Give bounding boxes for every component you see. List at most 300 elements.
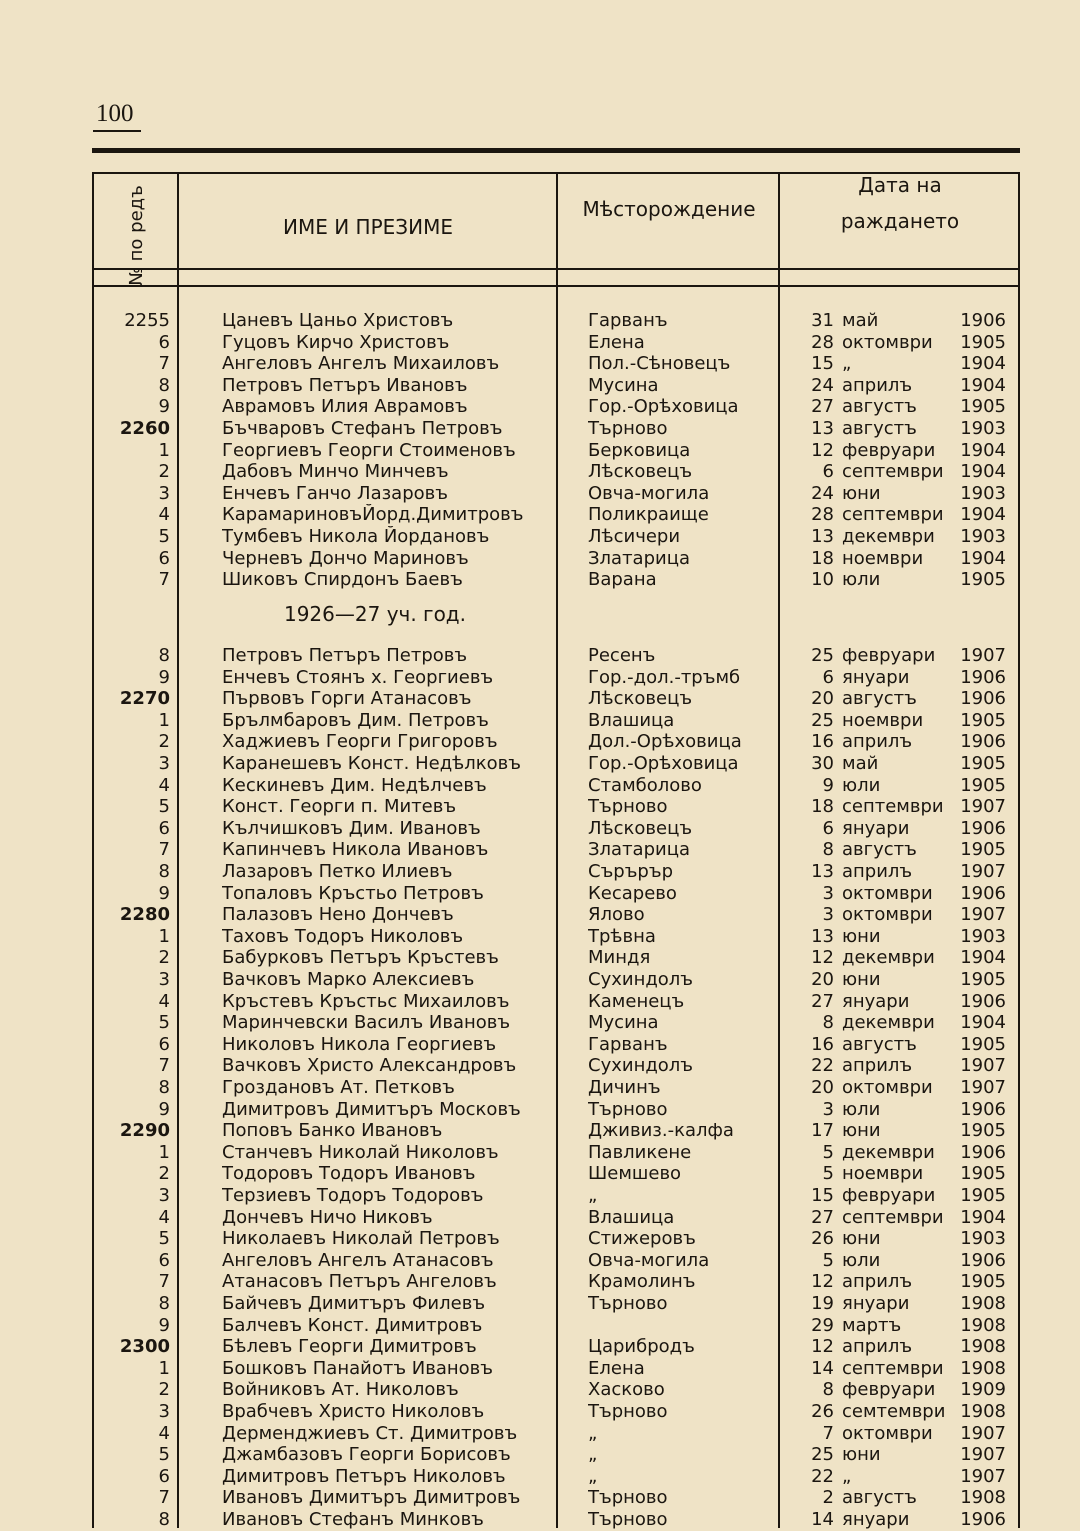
- table-row: [0, 1358, 1080, 1380]
- row-birth-day: 17: [811, 1120, 834, 1142]
- row-birth-month: юли: [842, 1098, 881, 1120]
- table-row: [0, 731, 1080, 753]
- row-birth-day: 9: [822, 774, 834, 796]
- row-birth-year: 1909: [960, 1379, 1006, 1401]
- row-birth-month: февруари: [842, 1185, 936, 1206]
- row-birthplace: Търново: [588, 1487, 668, 1509]
- table-row: [0, 969, 1080, 991]
- row-birthplace: „: [588, 1422, 598, 1444]
- row-number: 3: [158, 1185, 170, 1206]
- row-birth-year: 1905: [960, 1120, 1006, 1142]
- row-birth-day: 27: [811, 1206, 834, 1228]
- row-name: Вачковъ Марко Алексиевъ: [222, 969, 475, 990]
- row-number: 7: [158, 839, 170, 861]
- row-number: 6: [158, 1465, 170, 1487]
- row-birthplace: Елена: [588, 1357, 645, 1379]
- row-birth-month: априлъ: [842, 731, 913, 753]
- row-number: 2290: [119, 1120, 170, 1142]
- table-row: [0, 818, 1080, 840]
- table-row: [0, 526, 1080, 548]
- row-birth-year: 1904: [960, 353, 1006, 375]
- table-row: [0, 1423, 1080, 1445]
- row-birth-year: 1906: [960, 1098, 1006, 1120]
- row-name: Николовъ Никола Георгиевъ: [222, 1033, 497, 1055]
- row-birth-day: 26: [811, 1228, 834, 1250]
- row-birthplace: Лѣсковецъ: [588, 688, 693, 710]
- row-birth-year: 1906: [960, 817, 1006, 839]
- row-name: Петровъ Петъръ Ивановъ: [222, 374, 468, 396]
- page-number: 100: [96, 100, 134, 127]
- row-number: 6: [158, 1249, 170, 1271]
- table-row: [0, 1336, 1080, 1358]
- table-row: [0, 1099, 1080, 1121]
- table-row: [0, 461, 1080, 483]
- row-name: Димитровъ Димитъръ Московъ: [222, 1098, 521, 1120]
- table-row: [0, 1055, 1080, 1077]
- row-birth-day: 14: [811, 1357, 834, 1379]
- row-birth-day: 19: [811, 1293, 834, 1314]
- table-row: [0, 1185, 1080, 1207]
- table-row: [0, 1315, 1080, 1337]
- row-birth-month: ноември: [842, 547, 924, 569]
- table-row: [0, 332, 1080, 354]
- row-birthplace: „: [588, 1444, 598, 1466]
- table-row: [0, 1207, 1080, 1229]
- row-birth-year: 1903: [960, 1228, 1006, 1250]
- row-name: Маринчевски Василъ Ивановъ: [222, 1012, 511, 1034]
- row-name: Димитровъ Петъръ Николовъ: [222, 1465, 506, 1487]
- table-row: [0, 645, 1080, 667]
- row-number: 9: [158, 396, 170, 418]
- table-row: [0, 1487, 1080, 1509]
- table-row: [0, 991, 1080, 1013]
- row-number: 8: [158, 374, 170, 396]
- row-birth-year: 1905: [960, 1163, 1006, 1185]
- table-row: [0, 569, 1080, 591]
- table-row: [0, 1163, 1080, 1185]
- row-birth-month: юни: [842, 482, 881, 504]
- row-name: Дончевъ Ничо Никовъ: [222, 1206, 433, 1228]
- row-birth-day: 25: [811, 645, 834, 666]
- row-name: Георгиевъ Георги Стоименовъ: [222, 439, 516, 461]
- table-row: [0, 667, 1080, 689]
- row-birth-month: априлъ: [842, 1271, 913, 1293]
- table-row: [0, 375, 1080, 397]
- row-birth-day: 6: [822, 817, 834, 839]
- row-name: Ивановъ Димитъръ Димитровъ: [222, 1487, 521, 1509]
- row-birthplace: Мусина: [588, 1012, 659, 1034]
- table-row: [0, 753, 1080, 775]
- row-name: Хаджиевъ Георги Григоровъ: [222, 731, 498, 753]
- row-birth-month: ноември: [842, 709, 924, 731]
- row-birth-day: 13: [811, 925, 834, 947]
- row-birth-day: 12: [811, 439, 834, 461]
- row-number: 2300: [119, 1336, 170, 1358]
- row-birthplace: Търново: [588, 418, 668, 439]
- row-birth-year: 1905: [960, 774, 1006, 796]
- row-number: 9: [158, 666, 170, 688]
- row-birthplace: Търново: [588, 1098, 668, 1120]
- row-name: Бошковъ Панайотъ Ивановъ: [222, 1357, 493, 1379]
- row-birth-year: 1904: [960, 547, 1006, 569]
- row-birth-year: 1904: [960, 461, 1006, 483]
- table-row: [0, 1228, 1080, 1250]
- row-birth-day: 6: [822, 666, 834, 688]
- row-birth-month: априлъ: [842, 1336, 913, 1358]
- table-row: [0, 548, 1080, 570]
- row-birthplace: Гор.-Орѣховица: [588, 753, 739, 774]
- header-birthplace: Мѣсторождение: [582, 197, 756, 221]
- row-birth-month: „: [842, 353, 852, 375]
- row-birth-month: септември: [842, 504, 944, 526]
- row-number: 2: [158, 947, 170, 969]
- row-birth-year: 1906: [960, 1509, 1006, 1530]
- table-row: [0, 396, 1080, 418]
- table-row: [0, 353, 1080, 375]
- row-birth-month: септември: [842, 1206, 944, 1228]
- row-birth-year: 1905: [960, 1033, 1006, 1055]
- row-birth-month: ноември: [842, 1163, 924, 1185]
- row-birth-day: 8: [822, 1012, 834, 1034]
- row-number: 5: [158, 1228, 170, 1250]
- table-row: [0, 883, 1080, 905]
- row-birth-year: 1904: [960, 439, 1006, 461]
- row-birthplace: Сухиндолъ: [588, 1055, 694, 1077]
- row-name: Грозданoвъ Ат. Петковъ: [222, 1077, 455, 1098]
- table-row: [0, 839, 1080, 861]
- row-birth-day: 26: [811, 1401, 834, 1422]
- row-birth-day: 10: [811, 569, 834, 591]
- row-name: Ангеловъ Ангелъ Михаиловъ: [222, 353, 500, 375]
- row-birth-year: 1907: [960, 1077, 1006, 1098]
- row-name: Топаловъ Кръстьо Петровъ: [222, 882, 484, 904]
- row-birth-month: августъ: [842, 1033, 917, 1055]
- row-birth-year: 1907: [960, 904, 1006, 926]
- row-birthplace: Дичинъ: [588, 1077, 661, 1098]
- row-number: 3: [158, 753, 170, 774]
- row-birthplace: Ялово: [588, 904, 645, 926]
- row-birth-year: 1906: [960, 310, 1006, 331]
- row-birth-year: 1904: [960, 1012, 1006, 1034]
- row-number: 3: [158, 1401, 170, 1422]
- row-birth-year: 1908: [960, 1336, 1006, 1358]
- row-birth-month: октомври: [842, 1077, 933, 1098]
- row-name: Енчевъ Ганчо Лазаровъ: [222, 482, 448, 504]
- row-birth-month: априлъ: [842, 861, 913, 882]
- row-birthplace: Гарванъ: [588, 310, 668, 331]
- row-birth-year: 1907: [960, 645, 1006, 666]
- row-number: 6: [158, 817, 170, 839]
- table-row: [0, 1401, 1080, 1423]
- row-number: 4: [158, 504, 170, 526]
- table-row: [0, 440, 1080, 462]
- row-number: 9: [158, 882, 170, 904]
- row-birthplace: Лѣсковецъ: [588, 817, 693, 839]
- row-birth-year: 1907: [960, 1422, 1006, 1444]
- row-birth-month: май: [842, 310, 879, 331]
- row-birth-day: 3: [822, 904, 834, 926]
- row-name: Първовъ Горги Атанасовъ: [222, 688, 472, 710]
- row-birth-month: януари: [842, 1509, 910, 1530]
- row-number: 8: [158, 861, 170, 882]
- row-birthplace: Царибродъ: [588, 1336, 695, 1358]
- row-number: 1: [158, 925, 170, 947]
- row-birth-month: май: [842, 753, 879, 774]
- row-birthplace: Златарица: [588, 547, 690, 569]
- row-birth-day: 31: [811, 310, 834, 331]
- table-row: [0, 483, 1080, 505]
- row-birth-day: 18: [811, 547, 834, 569]
- table-row: [0, 947, 1080, 969]
- row-birth-day: 28: [811, 504, 834, 526]
- row-birth-month: априлъ: [842, 1055, 913, 1077]
- row-name: Петровъ Петъръ Петровъ: [222, 645, 468, 666]
- row-birth-month: октомври: [842, 904, 933, 926]
- row-number: 6: [158, 1033, 170, 1055]
- row-number: 7: [158, 1055, 170, 1077]
- row-number: 2270: [119, 688, 170, 710]
- row-birth-year: 1908: [960, 1487, 1006, 1509]
- row-birthplace: Гор.-дол.-тръмб: [588, 666, 741, 688]
- row-birth-year: 1906: [960, 882, 1006, 904]
- table-row: [0, 1271, 1080, 1293]
- row-name: Брълмбаровъ Дим. Петровъ: [222, 709, 489, 731]
- row-birthplace: Стижеровъ: [588, 1228, 696, 1250]
- row-birth-year: 1905: [960, 1185, 1006, 1206]
- row-birth-day: 3: [822, 882, 834, 904]
- row-number: 2255: [124, 310, 170, 331]
- row-birth-day: 16: [811, 731, 834, 753]
- row-number: 7: [158, 1487, 170, 1509]
- row-birth-year: 1905: [960, 1271, 1006, 1293]
- row-birth-day: 2: [822, 1487, 834, 1509]
- row-birth-year: 1904: [960, 1206, 1006, 1228]
- row-birth-day: 3: [822, 1098, 834, 1120]
- row-birth-month: декември: [842, 526, 935, 547]
- table-row: [0, 861, 1080, 883]
- row-number: 9: [158, 1314, 170, 1336]
- row-birth-day: 30: [811, 753, 834, 774]
- row-number: 7: [158, 1271, 170, 1293]
- row-birth-month: августъ: [842, 418, 917, 439]
- row-birthplace: Овча-могила: [588, 1249, 710, 1271]
- row-number: 2: [158, 731, 170, 753]
- table-row: [0, 1034, 1080, 1056]
- row-birth-year: 1906: [960, 666, 1006, 688]
- header-birthdate-line1: Дата на: [858, 173, 942, 197]
- row-birth-month: „: [842, 1465, 852, 1487]
- row-name: Капинчевъ Никола Ивановъ: [222, 839, 489, 861]
- row-name: Дерменджиевъ Ст. Димитровъ: [222, 1422, 518, 1444]
- row-birth-year: 1905: [960, 839, 1006, 861]
- row-birth-day: 24: [811, 482, 834, 504]
- row-birthplace: Кесарево: [588, 882, 677, 904]
- row-number: 3: [158, 482, 170, 504]
- row-birthplace: Хасково: [588, 1379, 665, 1401]
- row-birth-day: 13: [811, 418, 834, 439]
- row-number: 8: [158, 1077, 170, 1098]
- row-birth-year: 1905: [960, 396, 1006, 418]
- row-birth-month: декември: [842, 947, 935, 969]
- row-name: Тодоровъ Тодоръ Ивановъ: [222, 1163, 476, 1185]
- row-name: Тумбевъ Никола Йордановъ: [222, 526, 490, 547]
- row-number: 1: [158, 1141, 170, 1163]
- table-row: [0, 504, 1080, 526]
- row-birth-month: януари: [842, 1293, 910, 1314]
- row-number: 2260: [119, 418, 170, 439]
- row-number: 1: [158, 439, 170, 461]
- row-birth-month: октомври: [842, 882, 933, 904]
- row-birth-year: 1904: [960, 947, 1006, 969]
- row-birth-day: 5: [822, 1163, 834, 1185]
- table-row: [0, 688, 1080, 710]
- row-birthplace: Трѣвна: [588, 925, 656, 947]
- row-birthplace: Сухиндолъ: [588, 969, 694, 990]
- row-birth-year: 1906: [960, 688, 1006, 710]
- row-name: Лазаровъ Петко Илиевъ: [222, 861, 453, 882]
- row-birth-year: 1904: [960, 374, 1006, 396]
- row-name: Бъчваровъ Стефанъ Петровъ: [222, 418, 503, 439]
- table-row: [0, 1444, 1080, 1466]
- row-name: Войниковъ Ат. Николовъ: [222, 1379, 459, 1401]
- row-birth-day: 14: [811, 1509, 834, 1530]
- row-number: 8: [158, 1293, 170, 1314]
- row-birth-day: 8: [822, 839, 834, 861]
- row-birthplace: Павликене: [588, 1141, 692, 1163]
- header-no: № по редъ: [125, 184, 147, 286]
- row-birthplace: Поликраище: [588, 504, 709, 526]
- row-birthplace: Гарванъ: [588, 1033, 668, 1055]
- row-birth-month: юни: [842, 1228, 881, 1250]
- row-birth-month: февруари: [842, 645, 936, 666]
- row-birthplace: Крамолинъ: [588, 1271, 696, 1293]
- row-number: 6: [158, 547, 170, 569]
- row-birth-year: 1906: [960, 990, 1006, 1012]
- row-name: Аврамовъ Илия Аврамовъ: [222, 396, 468, 418]
- row-name: Шиковъ Спирдонъ Баевъ: [222, 569, 463, 591]
- row-birthplace: Златарица: [588, 839, 690, 861]
- row-birth-month: септември: [842, 796, 944, 818]
- row-name: Кескиневъ Дим. Недѣлчевъ: [222, 774, 487, 796]
- table-row: [0, 1142, 1080, 1164]
- row-birth-day: 15: [811, 353, 834, 375]
- row-name: Вачковъ Христо Александровъ: [222, 1055, 517, 1077]
- row-birth-year: 1903: [960, 925, 1006, 947]
- row-number: 8: [158, 1509, 170, 1530]
- row-birthplace: Берковица: [588, 439, 691, 461]
- table-row: [0, 796, 1080, 818]
- row-birth-month: декември: [842, 1141, 935, 1163]
- row-birth-year: 1905: [960, 709, 1006, 731]
- row-name: Черневъ Дончо Мариновъ: [222, 547, 469, 569]
- row-birth-day: 8: [822, 1379, 834, 1401]
- row-birth-day: 12: [811, 1271, 834, 1293]
- table-row: [0, 1466, 1080, 1488]
- row-birth-day: 18: [811, 796, 834, 818]
- row-birth-month: юни: [842, 1444, 881, 1466]
- row-number: 8: [158, 645, 170, 666]
- row-birth-year: 1905: [960, 569, 1006, 591]
- row-birthplace: Мусина: [588, 374, 659, 396]
- row-number: 4: [158, 990, 170, 1012]
- row-birth-month: августъ: [842, 396, 917, 418]
- row-birth-year: 1907: [960, 1444, 1006, 1466]
- row-birth-year: 1905: [960, 331, 1006, 353]
- row-birth-year: 1907: [960, 796, 1006, 818]
- row-name: Николаевъ Николай Петровъ: [222, 1228, 500, 1250]
- row-birth-day: 15: [811, 1185, 834, 1206]
- table-row: [0, 1293, 1080, 1315]
- row-birth-day: 20: [811, 1077, 834, 1098]
- row-birthplace: Лѣсковецъ: [588, 461, 693, 483]
- row-birth-day: 29: [811, 1314, 834, 1336]
- row-birth-month: августъ: [842, 1487, 917, 1509]
- header-birthdate-line2: раждането: [840, 209, 960, 233]
- row-birth-month: януари: [842, 990, 910, 1012]
- row-name: Палазовъ Нено Дончевъ: [222, 904, 454, 926]
- row-birth-day: 13: [811, 526, 834, 547]
- row-birth-month: септември: [842, 461, 944, 483]
- row-birth-year: 1903: [960, 482, 1006, 504]
- row-birth-day: 6: [822, 461, 834, 483]
- row-number: 6: [158, 331, 170, 353]
- row-name: Енчевъ Стоянъ х. Георгиевъ: [222, 666, 494, 688]
- row-birth-day: 7: [822, 1422, 834, 1444]
- row-birth-year: 1906: [960, 1141, 1006, 1163]
- row-name: Таховъ Тодоръ Николовъ: [222, 925, 464, 947]
- row-birth-month: декември: [842, 1012, 935, 1034]
- row-birth-month: юни: [842, 1120, 881, 1142]
- row-birth-month: мартъ: [842, 1314, 902, 1336]
- row-birth-month: юни: [842, 925, 881, 947]
- row-birthplace: Стамболово: [588, 774, 702, 796]
- row-name: Станчевъ Николай Николовъ: [222, 1141, 499, 1163]
- row-number: 5: [158, 796, 170, 818]
- row-birth-year: 1907: [960, 1465, 1006, 1487]
- table-row: [0, 1077, 1080, 1099]
- row-name: Цаневъ Цаньо Христовъ: [222, 310, 454, 331]
- row-birth-year: 1905: [960, 969, 1006, 990]
- row-birth-year: 1906: [960, 731, 1006, 753]
- row-birth-month: януари: [842, 817, 910, 839]
- row-name: Гуцовъ Кирчо Христовъ: [222, 331, 450, 353]
- header-name: ИМЕ И ПРЕЗИМЕ: [283, 215, 453, 239]
- row-birth-month: августъ: [842, 839, 917, 861]
- row-birth-year: 1908: [960, 1401, 1006, 1422]
- row-birthplace: Елена: [588, 331, 645, 353]
- table-row: [0, 904, 1080, 926]
- row-number: 7: [158, 569, 170, 591]
- row-name: КарамариновъЙорд.Димитровъ: [222, 504, 524, 526]
- row-birthplace: Търново: [588, 796, 668, 818]
- row-birth-day: 28: [811, 331, 834, 353]
- row-birthplace: Гор.-Орѣховица: [588, 396, 739, 418]
- row-birth-year: 1903: [960, 526, 1006, 547]
- row-birth-day: 22: [811, 1465, 834, 1487]
- row-birth-month: февруари: [842, 439, 936, 461]
- row-name: Балчевъ Конст. Димитровъ: [222, 1314, 483, 1336]
- table-row: [0, 1012, 1080, 1034]
- row-number: 4: [158, 774, 170, 796]
- row-name: Бѣлевъ Георги Димитровъ: [222, 1336, 477, 1358]
- row-name: Кълчишковъ Дим. Ивановъ: [222, 817, 481, 839]
- table-row: [0, 775, 1080, 797]
- row-name: Кръстевъ Кръстьс Михаиловъ: [222, 990, 510, 1012]
- row-birth-month: септември: [842, 1357, 944, 1379]
- row-number: 2280: [119, 904, 170, 926]
- row-birthplace: Пол.-Сѣновецъ: [588, 353, 731, 375]
- row-birth-month: януари: [842, 666, 910, 688]
